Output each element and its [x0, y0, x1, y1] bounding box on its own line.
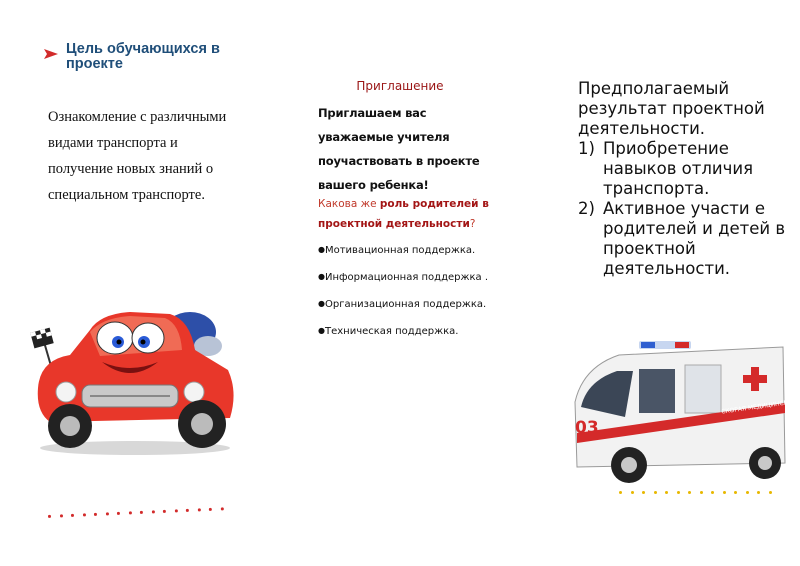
goal-title: Цель обучающихся в проекте — [66, 41, 220, 72]
item-number: 1) — [578, 139, 595, 158]
item-number: 2) — [578, 199, 595, 218]
ambulance-number: 03 — [575, 418, 599, 438]
list-item — [578, 199, 790, 279]
ambulance-illustration — [573, 337, 800, 485]
dot — [48, 515, 51, 518]
panel-goal — [0, 0, 265, 566]
bullet-icon: ● — [318, 272, 325, 281]
dot — [128, 511, 131, 514]
bullet-icon: ● — [318, 326, 325, 335]
bullet-icon: ● — [318, 245, 325, 254]
dot — [619, 491, 622, 494]
decorative-red-dots — [48, 507, 223, 518]
support-list — [318, 240, 493, 348]
dot — [163, 510, 166, 513]
dot — [688, 491, 691, 494]
item-text: Приобретение навыков отличия транспорта. — [603, 139, 754, 198]
decorative-yellow-dots — [619, 491, 772, 494]
ambulance-label: СКОРАЯ МЕДИЦИНСКАЯ — [720, 398, 797, 416]
dot — [769, 491, 772, 494]
list-item: ●Информационная поддержка . — [318, 272, 489, 283]
list-item: ●Мотивационная поддержка. — [318, 245, 476, 256]
goal-text: Ознакомление с различными видами транспорта и получение новых знаний о специальном транспорте. — [48, 109, 227, 203]
list-item: ●Организационная поддержка. — [318, 299, 487, 310]
dot — [631, 491, 634, 494]
dot — [174, 509, 177, 512]
dot — [220, 507, 223, 510]
item-text: Активное участи е родителей и детей в проектной деятельности. — [603, 199, 786, 278]
dot — [151, 510, 154, 513]
question-bold: роль родителей в проектной деятельности — [318, 198, 489, 230]
dot — [734, 491, 737, 494]
dot — [94, 513, 97, 516]
question-suffix: ? — [469, 218, 476, 230]
dot — [757, 491, 760, 494]
result-list — [578, 139, 790, 279]
dot — [677, 491, 680, 494]
dot — [140, 511, 143, 514]
dot — [82, 513, 85, 516]
invitation-text: Приглашаем вас уважаемые учителя поучаствовать в проекте вашего ребенка! — [318, 106, 480, 192]
list-item: ●Техническая поддержка. — [318, 326, 459, 337]
dot — [71, 514, 74, 517]
cartoon-car-illustration — [30, 300, 240, 458]
dot — [700, 491, 703, 494]
dot — [665, 491, 668, 494]
list-item — [578, 139, 790, 199]
dot — [117, 512, 120, 515]
dot — [197, 508, 200, 511]
dot — [209, 508, 212, 511]
invitation-title: Приглашение — [356, 79, 444, 93]
bullet-icon: ● — [318, 299, 325, 308]
panel-invitation — [265, 0, 535, 566]
result-title: Предполагаемый результат проектной деятельности. — [578, 79, 765, 138]
question-prefix: Какова же — [318, 198, 380, 210]
dot — [642, 491, 645, 494]
dot — [723, 491, 726, 494]
dot — [711, 491, 714, 494]
expected-result — [578, 79, 790, 279]
dot — [105, 512, 108, 515]
parents-role-question — [318, 194, 493, 234]
dot — [654, 491, 657, 494]
dot — [59, 514, 62, 517]
dot — [746, 491, 749, 494]
dot — [186, 509, 189, 512]
red-arrow-marker-icon — [44, 49, 58, 59]
panel-result — [535, 0, 800, 566]
